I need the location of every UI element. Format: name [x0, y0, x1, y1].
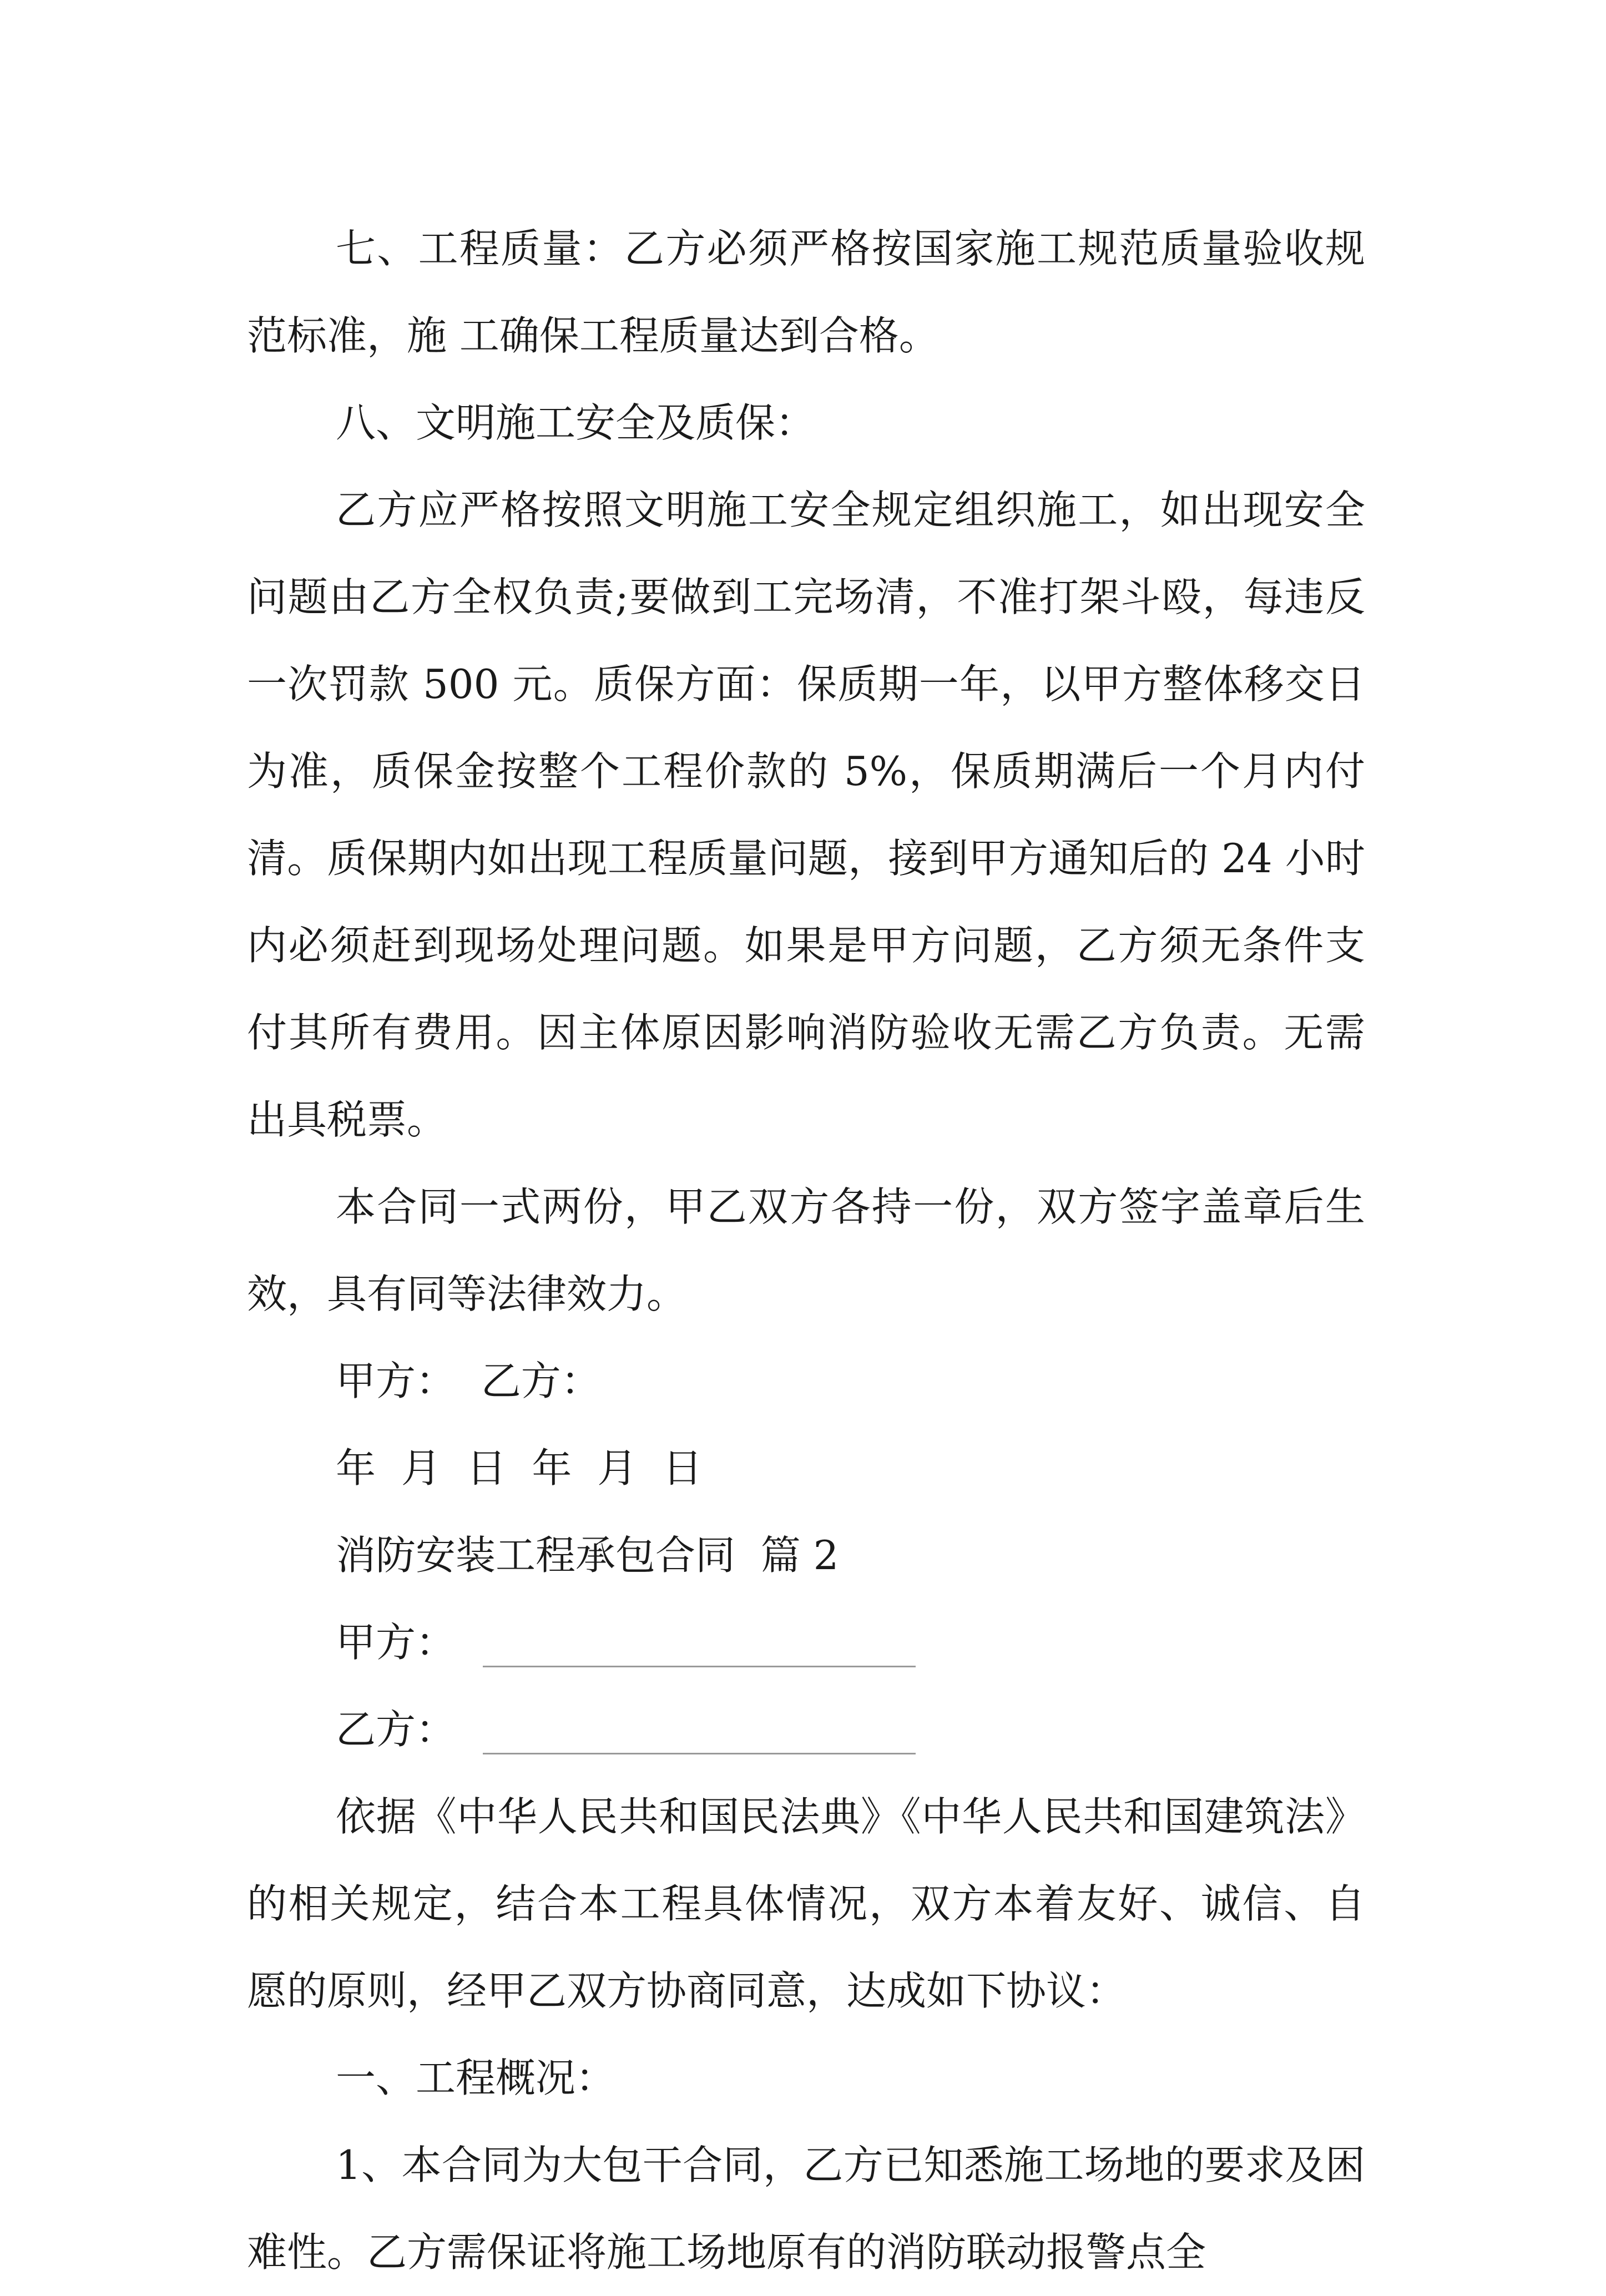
- party-a-blank[interactable]: [483, 1665, 916, 1667]
- heading-overview: 一、工程概况：: [336, 2055, 616, 2101]
- paragraph-copies: 本合同一式两份，甲乙双方各持一份，双方签字盖章后生效，具有同等法律效力。: [247, 1184, 1365, 1317]
- party-a-label: 甲方：: [336, 1619, 456, 1666]
- paragraph-quality: 七、工程质量：乙方必须严格按国家施工规范质量验收规范标准，施 工确保工程质量达到合格。: [247, 225, 1365, 359]
- signature-line: 甲方： 乙方：: [336, 1358, 601, 1404]
- party-a-field: [247, 1599, 1365, 1686]
- date-line: 年 月 日 年 月 日: [336, 1445, 703, 1491]
- heading-safety: 八、文明施工安全及质保：: [336, 399, 816, 446]
- paragraph-safety-warranty: 乙方应严格按照文明施工安全规定组织施工，如出现安全问题由乙方全权负责;要做到工完场清，不准打架斗殴，每违反一次罚款 500 元。质保方面：保质期一年，以甲方整体移交日为准，质保金按整个工程价款的 5%，保质期满后一个月内付清。质保期内如出现工程质量问题，接到甲方通知后的 24 小时内必须赶到现场处理问题。如果是甲方问题，乙方须无条件支付其所有费用。因主体原因影响消防验收无需乙方负责。无需出具税票。: [247, 487, 1365, 1143]
- document-body: [247, 205, 1365, 2296]
- party-b-blank[interactable]: [483, 1752, 916, 1754]
- party-b-field: [247, 1686, 1365, 1773]
- paragraph-contract-type: 1、本合同为大包干合同，乙方已知悉施工场地的要求及困难性。乙方需保证将施工场地原有的消防联动报警点全: [247, 2142, 1365, 2275]
- paragraph-legal-basis: 依据《中华人民共和国民法典》《中华人民共和国建筑法》的相关规定，结合本工程具体情况，双方本着友好、诚信、自愿的原则，经甲乙双方协商同意，达成如下协议：: [247, 1793, 1365, 2014]
- section-title: 消防安装工程承包合同 篇 2: [336, 1532, 839, 1579]
- party-b-label: 乙方：: [336, 1706, 456, 1753]
